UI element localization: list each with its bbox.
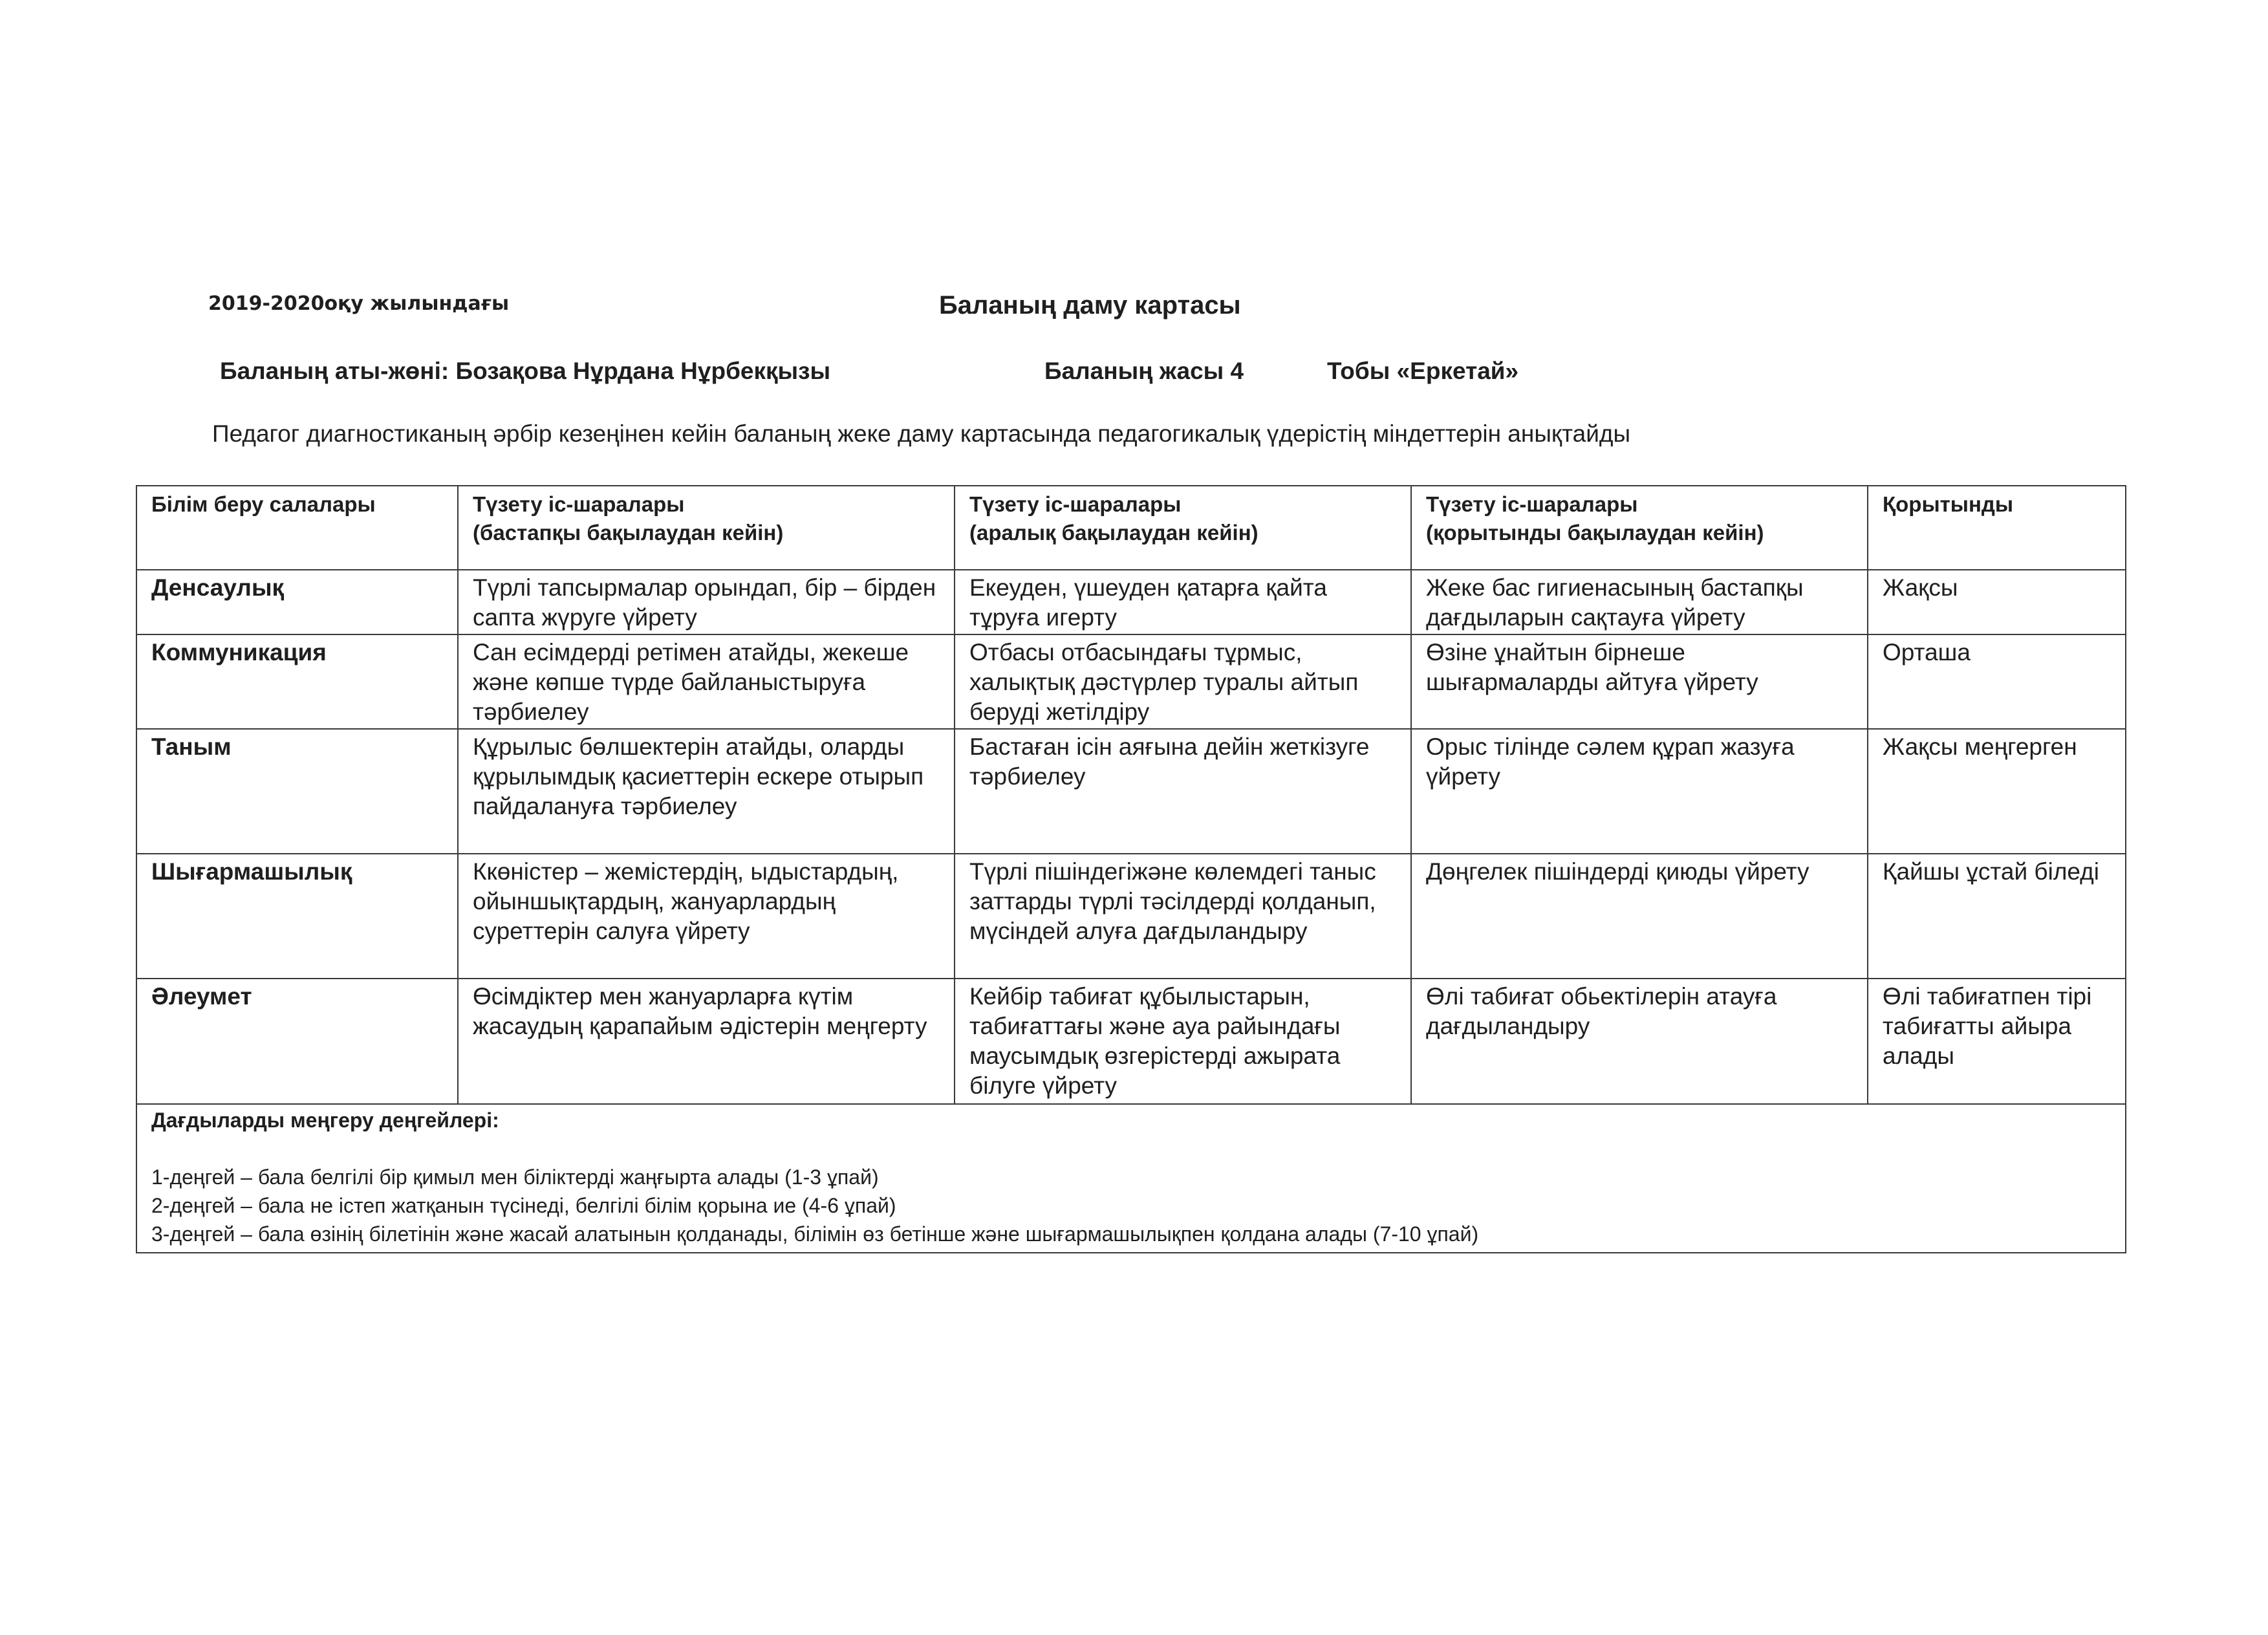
header-final: Түзету іс-шаралары (қорытынды бақылаудан кейін) <box>1411 486 1868 570</box>
table-row <box>136 854 2126 979</box>
child-group: Тобы «Еркетай» <box>1327 358 1519 384</box>
table-row <box>136 729 2126 854</box>
development-table <box>136 485 2126 1253</box>
child-age: Баланың жасы 4 <box>1044 358 1244 384</box>
final-cell: Өлі табиғат обьектілерін атауға дағдыландыру <box>1411 979 1868 1104</box>
interim-cell: Отбасы отбасындағы тұрмыс, халықтық дәстүрлер туралы айтып беруді жетілдіру <box>955 634 1411 729</box>
interim-cell: Бастаған ісін аяғына дейін жеткізуге тәрбиелеу <box>955 729 1411 854</box>
final-cell: Жеке бас гигиенасының бастапқы дағдыларын сақтауға үйрету <box>1411 570 1868 634</box>
area-cell: Әлеумет <box>136 979 458 1104</box>
level-3: 3-деңгей – бала өзінің білетінін және жасай алатынын қолданады, білімін өз бетінше және шығармашылықпен қолдана алады (7-10 ұпай) <box>151 1222 1479 1246</box>
table-header-row <box>136 486 2126 570</box>
header-interim: Түзету іс-шаралары (аралық бақылаудан кейін) <box>955 486 1411 570</box>
interim-cell: Екеуден, үшеуден қатарға қайта тұруға игерту <box>955 570 1411 634</box>
area-cell: Таным <box>136 729 458 854</box>
table-row <box>136 979 2126 1104</box>
result-cell: Жақсы меңгерген <box>1868 729 2126 854</box>
header-result: Қорытынды <box>1868 486 2126 570</box>
final-cell: Дөңгелек пішіндерді қиюды үйрету <box>1411 854 1868 979</box>
levels-row <box>136 1104 2126 1253</box>
initial-cell: Ккөністер – жемістердің, ыдыстардың, ойыншықтардың, жануарлардың суреттерін салуға үйрету <box>458 854 955 979</box>
initial-cell: Құрылыс бөлшектерін атайды, оларды құрылымдық қасиеттерін ескере отырып пайдалануға тәрбиелеу <box>458 729 955 854</box>
intro-text: Педагог диагностиканың әрбір кезеңінен кейін баланың жеке даму картасында педагогикалық үдерістің міндеттерін анықтайды <box>212 420 1631 447</box>
area-cell: Шығармашылық <box>136 854 458 979</box>
result-cell: Қайшы ұстай біледі <box>1868 854 2126 979</box>
result-cell: Орташа <box>1868 634 2126 729</box>
child-name: Баланың аты-жөні: Бозақова Нұрдана Нұрбекқызы <box>220 358 831 384</box>
final-cell: Орыс тілінде сәлем құрап жазуға үйрету <box>1411 729 1868 854</box>
header-initial: Түзету іс-шаралары (бастапқы бақылаудан кейін) <box>458 486 955 570</box>
result-cell: Жақсы <box>1868 570 2126 634</box>
area-cell: Денсаулық <box>136 570 458 634</box>
interim-cell: Түрлі пішіндегіжәне көлемдегі таныс заттарды түрлі тәсілдерді қолданып, мүсіндей алуға дағдыландыру <box>955 854 1411 979</box>
academic-year: 2019-2020оқу жылындағы <box>208 292 510 315</box>
table-row <box>136 570 2126 634</box>
header-area: Білім беру салалары <box>136 486 458 570</box>
initial-cell: Өсімдіктер мен жануарларға күтім жасаудың қарапайым әдістерін меңгерту <box>458 979 955 1104</box>
levels-title: Дағдыларды меңгеру деңгейлері: <box>151 1109 499 1132</box>
initial-cell: Сан есімдерді ретімен атайды, жекеше және көпше түрде байланыстыруға тәрбиелеу <box>458 634 955 729</box>
document-title: Баланың даму картасы <box>939 291 1241 319</box>
table-row <box>136 634 2126 729</box>
interim-cell: Кейбір табиғат құбылыстарын, табиғаттағы және ауа райындағы маусымдық өзгерістерді ажырата білуге үйрету <box>955 979 1411 1104</box>
final-cell: Өзіне ұнайтын бірнеше шығармаларды айтуға үйрету <box>1411 634 1868 729</box>
levels-cell <box>136 1104 2126 1253</box>
initial-cell: Түрлі тапсырмалар орындап, бір – бірден сапта жүруге үйрету <box>458 570 955 634</box>
level-2: 2-деңгей – бала не істеп жатқанын түсінеді, белгілі білім қорына ие (4-6 ұпай) <box>151 1194 896 1217</box>
result-cell: Өлі табиғатпен тірі табиғатты айыра алады <box>1868 979 2126 1104</box>
area-cell: Коммуникация <box>136 634 458 729</box>
level-1: 1-деңгей – бала белгілі бір қимыл мен біліктерді жаңғырта алады (1-3 ұпай) <box>151 1165 879 1189</box>
